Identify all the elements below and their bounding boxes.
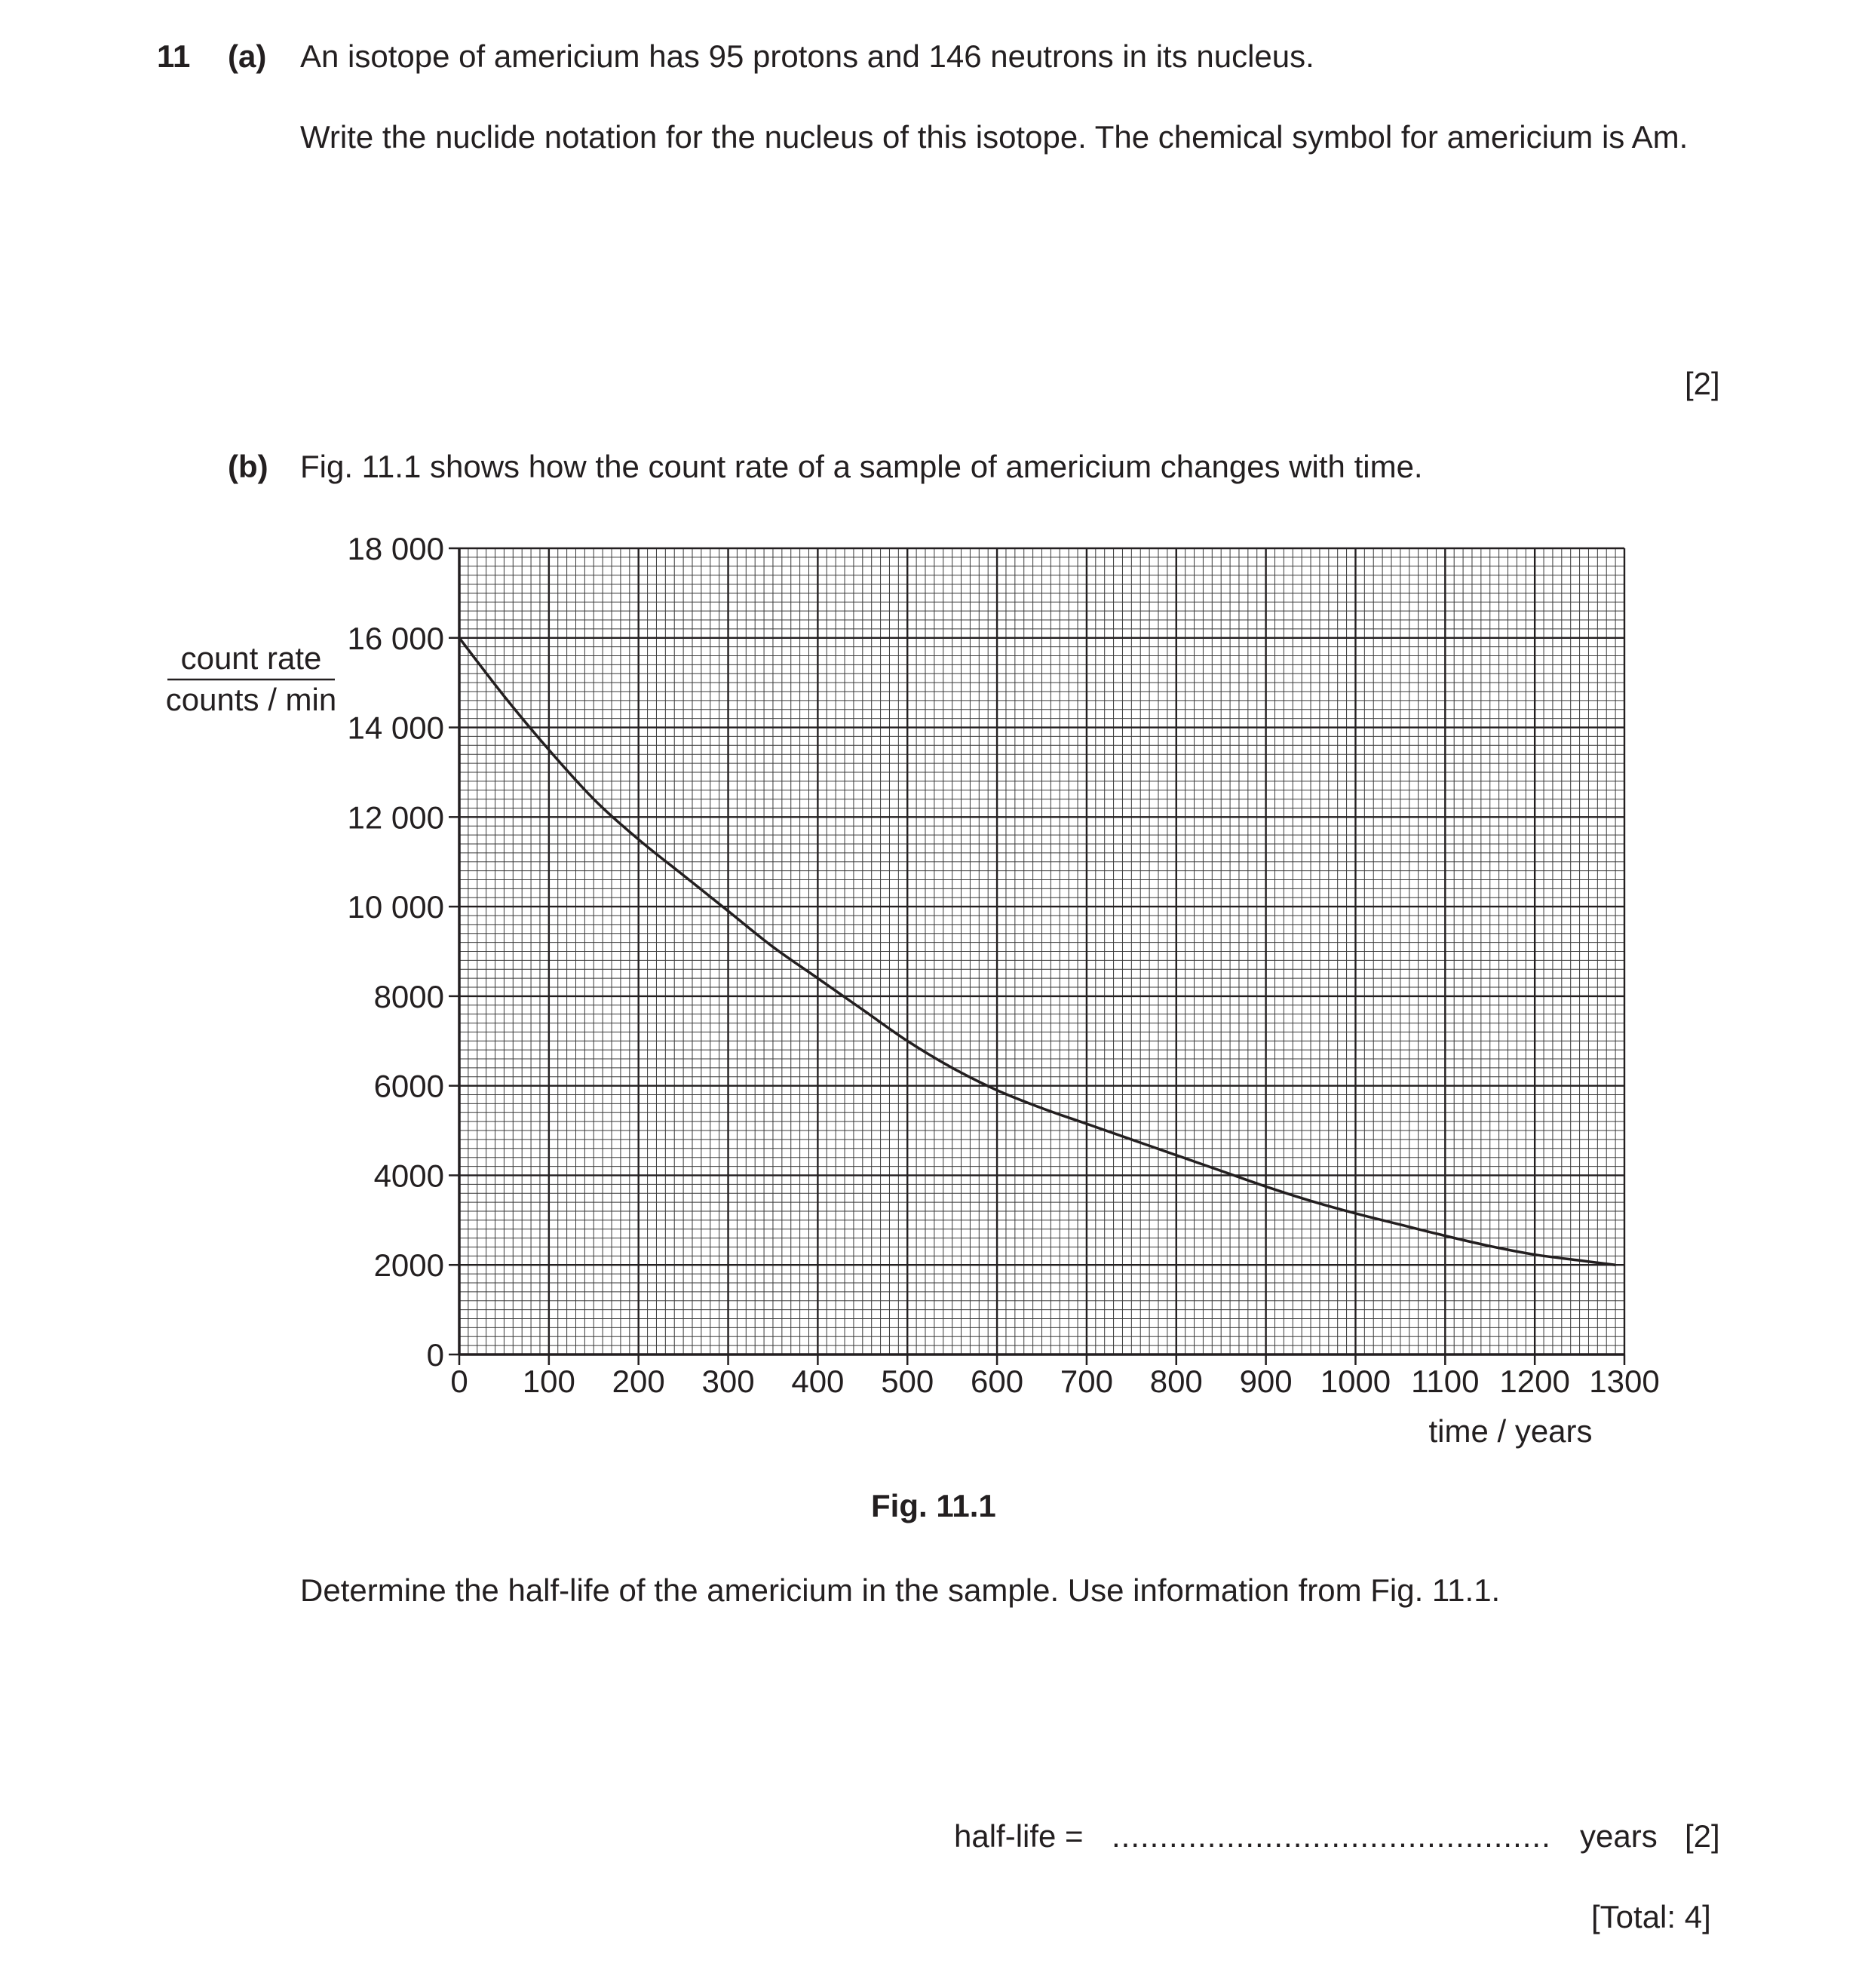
figure-caption: Fig. 11.1 bbox=[871, 1488, 996, 1523]
y-tick-label: 2000 bbox=[373, 1247, 444, 1284]
x-tick-label: 800 bbox=[1149, 1364, 1203, 1399]
y-tick-label: 8000 bbox=[373, 978, 444, 1014]
y-tick-label: 12 000 bbox=[347, 799, 444, 836]
part-b-instruction: Determine the half-life of the americium in the sample. Use information from Fig. 11.1. bbox=[300, 1572, 1501, 1608]
x-tick-label: 700 bbox=[1060, 1364, 1113, 1399]
answer-unit: years bbox=[1580, 1818, 1658, 1854]
x-tick-label: 900 bbox=[1239, 1364, 1293, 1399]
x-tick-label: 100 bbox=[522, 1364, 575, 1399]
x-tick-label: 400 bbox=[791, 1364, 845, 1399]
x-tick-label: 500 bbox=[881, 1364, 934, 1399]
y-axis-label-quantity: count rate bbox=[180, 640, 322, 676]
part-b-label: (b) bbox=[228, 449, 268, 484]
part-a-text: An isotope of americium has 95 protons and 146 neutrons in its nucleus. bbox=[300, 38, 1314, 74]
question-number: 11 bbox=[157, 38, 191, 74]
part-b-marks: [2] bbox=[1685, 1818, 1720, 1854]
x-tick-labels bbox=[450, 1364, 1659, 1399]
x-tick-label: 300 bbox=[701, 1364, 755, 1399]
part-a-marks: [2] bbox=[1685, 366, 1720, 401]
y-tick-label: 16 000 bbox=[347, 620, 444, 656]
x-tick-label: 200 bbox=[612, 1364, 665, 1399]
y-tick-label: 0 bbox=[426, 1337, 444, 1373]
part-a-label: (a) bbox=[228, 38, 267, 74]
x-axis-label: time / years bbox=[1428, 1413, 1593, 1449]
total-marks: [Total: 4] bbox=[1591, 1899, 1711, 1934]
y-tick-labels bbox=[348, 531, 444, 1373]
x-tick-label: 1000 bbox=[1320, 1364, 1391, 1399]
tick-marks bbox=[449, 548, 1624, 1365]
answer-label: half-life = bbox=[954, 1818, 1084, 1854]
y-tick-label: 6000 bbox=[373, 1068, 444, 1104]
y-tick-label: 14 000 bbox=[347, 710, 444, 746]
part-b-text: Fig. 11.1 shows how the count rate of a sample of americium changes with time. bbox=[300, 449, 1423, 484]
y-tick-label: 4000 bbox=[373, 1158, 444, 1194]
y-tick-label: 10 000 bbox=[347, 889, 444, 925]
x-tick-label: 1300 bbox=[1589, 1364, 1660, 1399]
y-axis-label-unit: counts / min bbox=[165, 682, 337, 717]
y-tick-label: 18 000 bbox=[347, 531, 444, 566]
answer-line[interactable]: .............................................. bbox=[1112, 1818, 1551, 1854]
x-tick-label: 1100 bbox=[1411, 1364, 1480, 1399]
x-tick-label: 600 bbox=[971, 1364, 1024, 1399]
minor-grid bbox=[459, 548, 1624, 1354]
x-tick-label: 1200 bbox=[1499, 1364, 1570, 1399]
x-tick-label: 0 bbox=[450, 1364, 468, 1399]
part-a-instruction: Write the nuclide notation for the nucleus of this isotope. The chemical symbol for americium is Am. bbox=[300, 119, 1689, 155]
